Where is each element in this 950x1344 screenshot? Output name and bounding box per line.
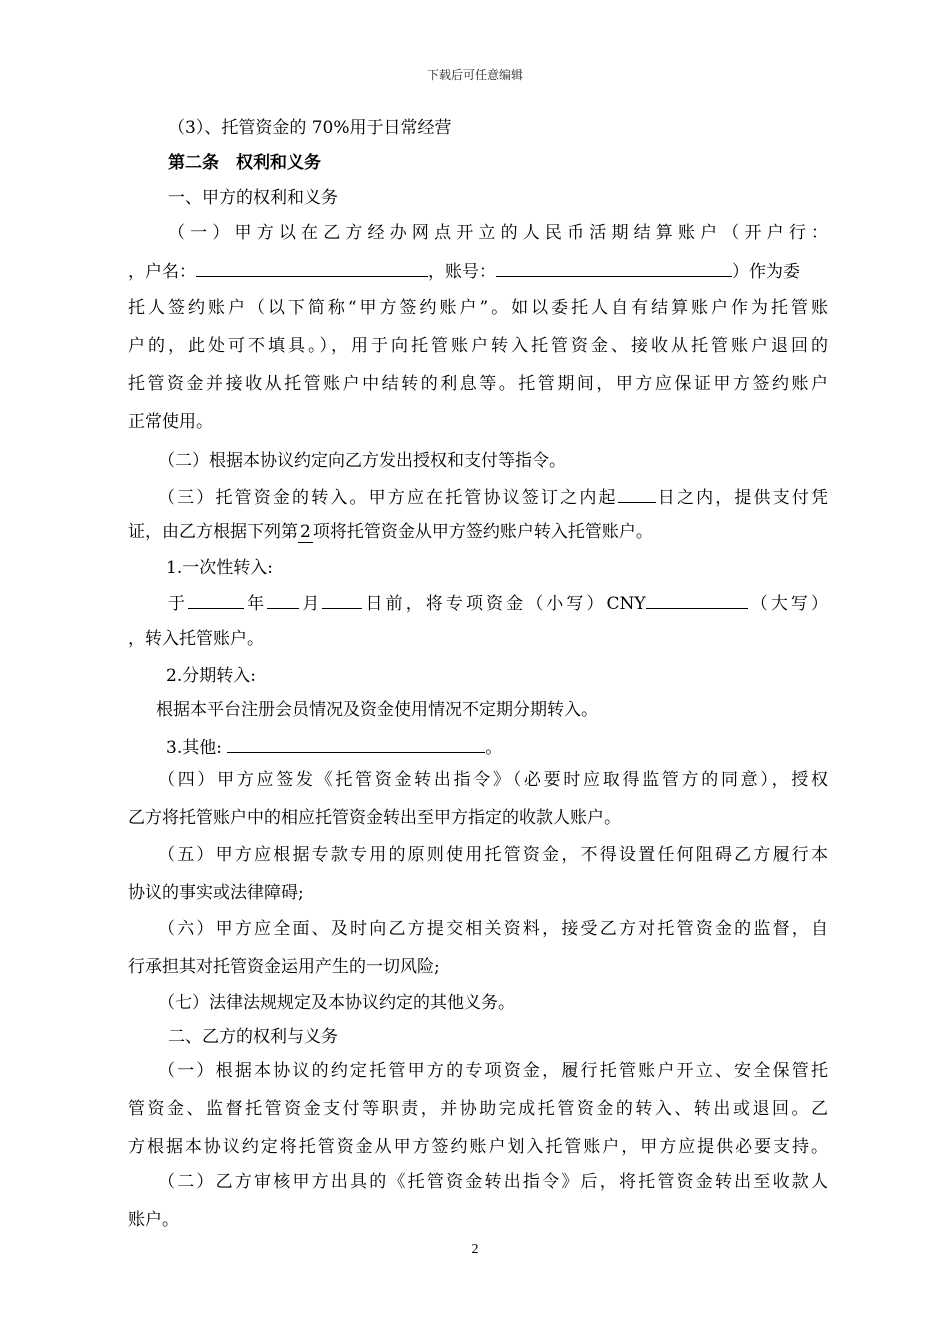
page-number: 2 [471, 1242, 479, 1257]
blank-month [267, 590, 299, 609]
label-account-number: ，账号： [428, 262, 496, 282]
blank-year [188, 590, 244, 609]
section-heading: 一、甲方的权利和义务 [168, 188, 338, 208]
clause-line: （五）甲方应根据专款专用的原则使用托管资金，不得设置任何阻碍乙方履行本 [158, 845, 828, 865]
clause-line: （3）、托管资金的 70%用于日常经营 [168, 118, 452, 138]
item-number: 2 [300, 522, 311, 542]
paragraph-line: 正常使用。 [128, 412, 213, 432]
blank-account-number [496, 258, 732, 277]
page-header: 下载后可任意编辑 [426, 68, 523, 82]
paragraph-line: ，转入托管账户。 [128, 629, 264, 649]
article-heading: 第二条 权利和义务 [168, 153, 321, 173]
blank-days [618, 484, 656, 503]
account-line [128, 258, 800, 284]
sub-item-heading: 1.一次性转入: [166, 558, 273, 578]
clause-line: （三）托管资金的转入。甲方应在托管协议签订之内起 日之内，提供支付凭 [158, 484, 828, 510]
section-heading: 二、乙方的权利与义务 [168, 1027, 338, 1047]
clause-line: （四）甲方应签发《托管资金转出指令》（必要时应取得监管方的同意），授权 [158, 770, 828, 790]
paragraph-line: 乙方将托管账户中的相应托管资金转出至甲方指定的收款人账户。 [128, 808, 621, 828]
clause-line: （二）乙方审核甲方出具的《托管资金转出指令》后，将托管资金转出至收款人 [158, 1172, 828, 1192]
paragraph-line: 方根据本协议约定将托管资金从甲方签约账户划入托管账户，甲方应提供必要支持。 [128, 1137, 828, 1157]
blank-account-name [196, 258, 428, 277]
sub-item-heading: 2.分期转入: [166, 666, 256, 686]
clause-line: （一）甲方以在乙方经办网点开立的人民币活期结算账户（开户行： [168, 223, 828, 243]
blank-amount [646, 590, 748, 609]
paragraph-line: 户的，此处可不填具。），用于向托管账户转入托管资金、接收从托管账户退回的 [128, 336, 828, 356]
sub-item-other: 3.其他: 。 [166, 734, 502, 760]
transfer-line: 于 年 月 日前，将专项资金（小写）CNY （大写） [168, 590, 828, 616]
paragraph-line: 证，由乙方根据下列第 2 项将托管资金从甲方签约账户转入托管账户。 [128, 522, 653, 542]
paragraph-line: 行承担其对托管资金运用产生的一切风险; [128, 957, 440, 977]
clause-line: （六）甲方应全面、及时向乙方提交相关资料，接受乙方对托管资金的监督，自 [158, 919, 828, 939]
paragraph-line: 账户。 [128, 1210, 179, 1230]
blank-day [322, 590, 362, 609]
clause-line: （一）根据本协议的约定托管甲方的专项资金，履行托管账户开立、安全保管托 [158, 1061, 828, 1081]
label-account-name: ，户名： [128, 262, 196, 282]
text-as: ）作为委 [732, 262, 800, 282]
paragraph-line: 协议的事实或法律障碍; [128, 883, 304, 903]
clause-line: （二）根据本协议约定向乙方发出授权和支付等指令。 [158, 451, 566, 471]
paragraph-line: 托管资金并接收从托管账户中结转的利息等。托管期间，甲方应保证甲方签约账户 [128, 374, 828, 394]
clause-line: （七）法律法规规定及本协议约定的其他义务。 [158, 993, 515, 1013]
paragraph-line: 管资金、监督托管资金支付等职责，并协助完成托管资金的转入、转出或退回。乙 [128, 1099, 828, 1119]
blank-other [227, 734, 485, 753]
paragraph-line: 根据本平台注册会员情况及资金使用情况不定期分期转入。 [156, 700, 598, 720]
paragraph-line: 托人签约账户（以下简称“甲方签约账户”。如以委托人自有结算账户作为托管账 [128, 298, 828, 318]
